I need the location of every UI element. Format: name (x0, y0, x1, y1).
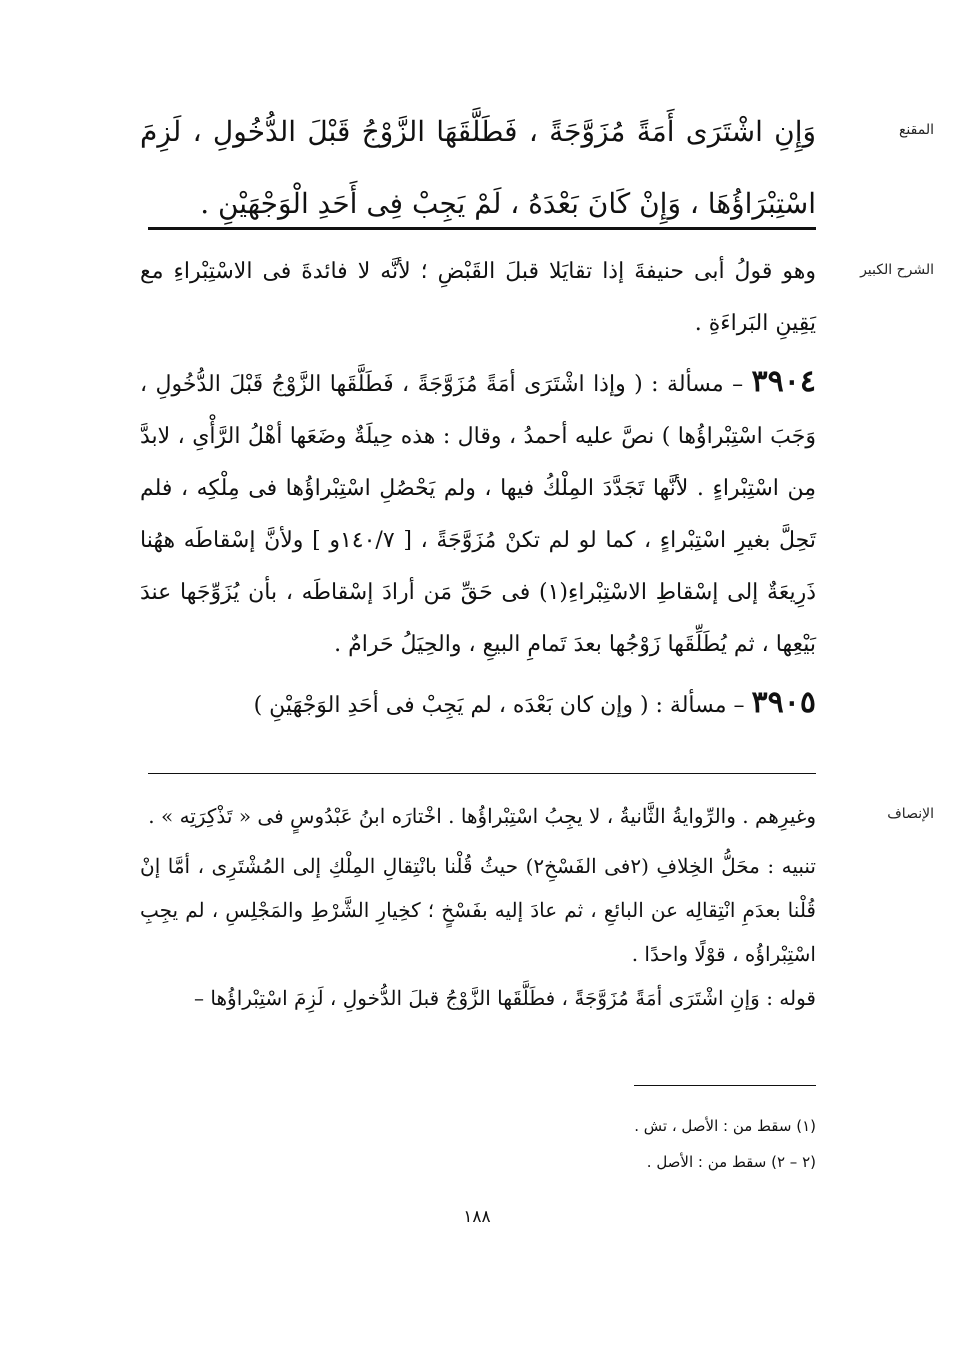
insaf-text (140, 794, 816, 1020)
masala-3904-text: – مسألة : ( وإذا اشْتَرَى أمَةً مُزَوَّجَةً ، فَطَلَّقَها الزَّوْجُ قَبْلَ الدُّخُولِ ، وَجَبَ اسْتِبْراؤُها ) نصَّ عليه أحمدُ ، وقال : هذه حِيلَةٌ وضَعَها أهْلُ الرَّأْىِ ، لابدَّ مِن اسْتِبْراءٍ . لأنَّها تَجَدَّدَ المِلْكُ فيها ، ولم يَحْصُلِ اسْتِبْراؤُها فى مِلْكِه ، فلم تَحِلَّ بغيرِ اسْتِبْراءٍ ، كما لو لم تكنْ مُزَوَّجَةً ، [ ١٤٠/٧و ] ولأنَّ إسْقاطَه ههُنا ذَرِيعَةٌ إلى إسْقاطِ الاسْتِبْراءِ(١) فى حَقِّ مَن أرادَ إسْقاطَه ، بأن يُزَوِّجَها عندَ بَيْعِها ، ثم يُطَلِّقَها زَوْجُها بعدَ تَمامِ البيعِ ، والحِيَلُ حَرامٌ . (140, 372, 816, 657)
footnote-1: (١) سقط من : الأصل ، تش . (634, 1117, 816, 1135)
sharh-divider (148, 773, 816, 774)
masala-3905 (140, 677, 816, 732)
footnote-divider (634, 1085, 816, 1086)
muqni-paragraph: وَإِنِ اشْتَرَى أَمَةً مُزَوَّجَةً ، فَطَلَّقَهَا الزَّوْجُ قَبْلَ الدُّخُولِ ، لَزِمَ اسْتِبْرَاؤُهَا ، وَإِنْ كَانَ بَعْدَهُ ، لَمْ يَجِبْ فِى أَحَدِ الْوَجْهَيْنِ . (140, 115, 816, 220)
insaf-paragraph-2: تنبيه : محَلُّ الخِلافِ (٢فى الفَسْخِ٢) حيثُ قُلْنا بانْتِقالِ المِلْكِ إلى المُشْتَرِى ، أمَّا إنْ قُلْنا بعدَمِ انْتِقالِه عن البائعِ ، ثم عادَ إليه بفَسْخٍ ؛ كخِيارِ الشَّرْطِ والمَجْلِسِ ، لم يجِبِ اسْتِبْراؤُه ، قوْلًا واحدًا . (140, 854, 816, 966)
muqni-text (140, 96, 816, 240)
insaf-paragraph-3: قوله : وَإنِ اشْتَرَى أمَةً مُزَوَّجَةً ، فطَلَّقَها الزَّوْجُ قبلَ الدُّخولِ ، لَزِمَ اسْتِبْراؤُها – (194, 986, 816, 1010)
masala-3905-number: ٣٩٠٥ (751, 685, 816, 720)
insaf-label: الإنصاف (887, 806, 934, 822)
insaf-paragraph-1: وغيرِهم . والرِّوايةُ الثَّانيةُ ، لا يجِبُ اسْتِبْراؤُها . اخْتارَه ابنُ عَبْدُوسٍ فى « تَذْكِرَتِه » . (148, 804, 816, 828)
muqni-divider (148, 227, 816, 230)
masala-3905-text: – مسألة : ( وإن كان بَعْدَه ، لم يَجِبْ فى أحَدِ الوَجْهَيْنِ ) (253, 693, 745, 718)
footnotes (300, 1108, 816, 1180)
masala-3904 (140, 356, 816, 671)
sharh-label: الشرح الكبير (860, 262, 934, 278)
masala-3904-number: ٣٩٠٤ (751, 364, 816, 399)
sharh-text (140, 246, 816, 732)
muqni-label: المقنع (898, 122, 934, 138)
sharh-intro: وهو قولُ أبى حنيفةَ إذا تقايَلا قبلَ القَبْضِ ؛ لأنَّه لا فائدةَ فى الاسْتِبْراءِ مع يَقِينِ البَراءَةِ . (140, 259, 816, 336)
page-number: ١٨٨ (463, 1207, 491, 1227)
footnote-2: (٢ – ٢) سقط من : الأصل . (646, 1153, 816, 1171)
